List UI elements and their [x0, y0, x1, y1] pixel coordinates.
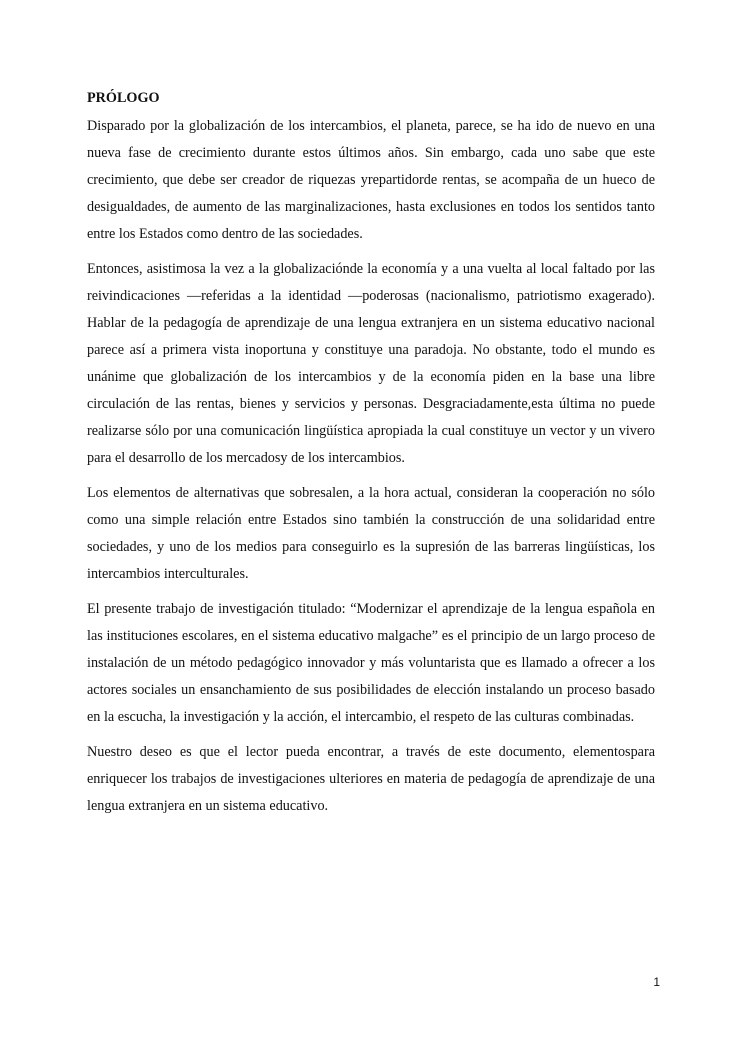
page-title: PRÓLOGO — [87, 90, 160, 106]
paragraph-1: Disparado por la globalización de los intercambios, el planeta, parece, se ha ido de nuevo en una nueva fase de crecimiento durante estos últimos años. Sin embargo, cada uno sabe que este crecimiento, que debe ser creador de riquezas yrepartidorde rentas, se acompaña de un hueco de desigualdades, de aumento de las marginalizaciones, hasta exclusiones en todos los sentidos tanto entre los Estados como dentro de las sociedades. — [87, 118, 655, 242]
page-content — [87, 88, 655, 828]
paragraph-4: El presente trabajo de investigación titulado: “Modernizar el aprendizaje de la lengua española en las instituciones escolares, en el sistema educativo malgache” es el principio de un largo proceso de instalación de un método pedagógico innovador y más voluntarista que es llamado a ofrecer a los actores sociales un ensanchamiento de sus posibilidades de elección instalando un proceso basado en la escucha, la investigación y la acción, el intercambio, el respeto de las culturas combinadas. — [87, 601, 655, 725]
paragraph-3: Los elementos de alternativas que sobresalen, a la hora actual, consideran la cooperación no sólo como una simple relación entre Estados sino también la construcción de una solidaridad entre sociedades, y uno de los medios para conseguirlo es la supresión de las barreras lingüísticas, los intercambios interculturales. — [87, 485, 655, 582]
page-number: 1 — [653, 975, 660, 989]
paragraph-2: Entonces, asistimosa la vez a la globalizaciónde la economía y a una vuelta al local faltado por las reivindicaciones ―referidas a la identidad ―poderosas (nacionalismo, patriotismo exagerado). Hablar de la pedagogía de aprendizaje de una lengua extranjera en un sistema educativo nacional parece así a primera vista inoportuna y constituye una paradoja. No obstante, todo el mundo es unánime que globalización de los intercambios y de la economía piden en la base una libre circulación de las rentas, bienes y servicios y personas. Desgraciadamente,esta última no puede realizarse sólo por una comunicación lingüística apropiada la cual constituye un vector y un vivero para el desarrollo de los mercadosy de los intercambios. — [87, 261, 655, 466]
paragraph-5: Nuestro deseo es que el lector pueda encontrar, a través de este documento, elementospara enriquecer los trabajos de investigaciones ulteriores en materia de pedagogía de aprendizaje de una lengua extranjera en un sistema educativo. — [87, 744, 655, 814]
